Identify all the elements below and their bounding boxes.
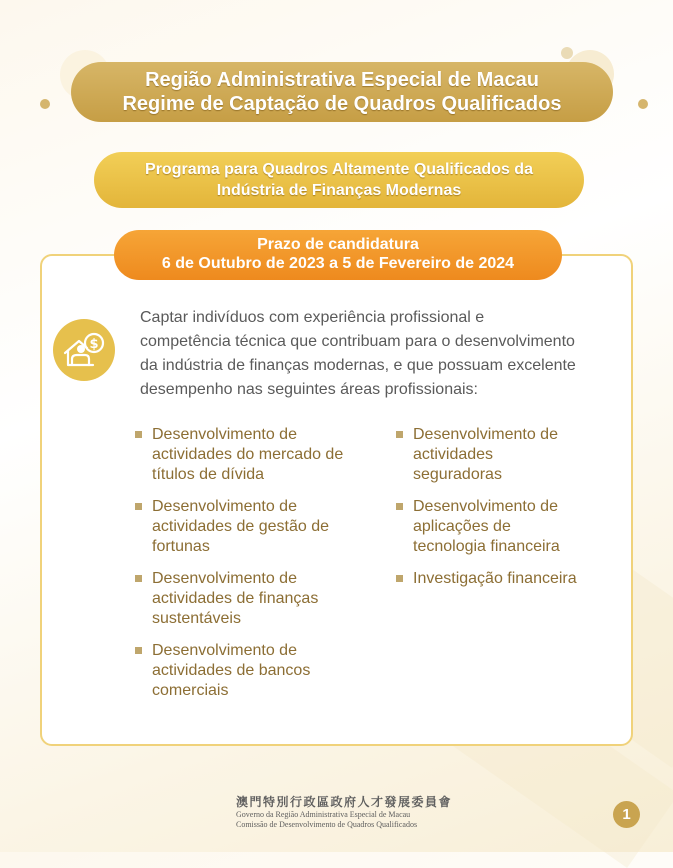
list-item-line: seguradoras xyxy=(413,466,502,483)
list-item xyxy=(396,425,616,485)
title-line-2: Regime de Captação de Quadros Qualificados xyxy=(122,93,562,115)
list-item-line: sustentáveis xyxy=(152,610,241,627)
footer-name-zh: 澳門特別行政區政府人才發展委員會 xyxy=(236,795,453,809)
page-title xyxy=(71,62,613,122)
bullet-square-icon xyxy=(135,503,142,510)
list-item-line: actividades de bancos xyxy=(152,662,311,679)
list-item xyxy=(135,641,375,701)
list-item-line: actividades xyxy=(413,446,494,463)
bullet-square-icon xyxy=(135,647,142,654)
list-item-line: Desenvolvimento de xyxy=(152,426,297,443)
intro-line: competência técnica que contribuam para o desenvolvimento xyxy=(140,333,575,350)
list-item-line: actividades de gestão de xyxy=(152,518,330,535)
footer-logo-text xyxy=(236,794,496,830)
bullet-square-icon xyxy=(396,431,403,438)
program-line-1: Programa para Quadros Altamente Qualificados da xyxy=(145,161,533,178)
deadline-dates: 6 de Outubro de 2023 a 5 de Fevereiro de 2024 xyxy=(161,255,515,272)
areas-list-right xyxy=(396,425,616,601)
intro-paragraph xyxy=(140,306,620,402)
decorative-dot xyxy=(638,99,648,109)
decorative-dot xyxy=(561,47,573,59)
list-item-line: Desenvolvimento de xyxy=(413,498,558,515)
svg-text:$: $ xyxy=(89,337,99,352)
bullet-square-icon xyxy=(135,575,142,582)
list-item xyxy=(396,497,616,557)
list-item-line: actividades de finanças xyxy=(152,590,319,607)
list-item-line: Desenvolvimento de xyxy=(152,498,297,515)
title-line-1: Região Administrativa Especial de Macau xyxy=(145,69,539,91)
list-item xyxy=(135,497,375,557)
bullet-square-icon xyxy=(135,431,142,438)
list-item xyxy=(135,425,375,485)
list-item-line: Investigação financeira xyxy=(413,570,577,587)
bullet-square-icon xyxy=(396,575,403,582)
areas-list-left xyxy=(135,425,375,713)
list-item xyxy=(135,569,375,629)
bullet-square-icon xyxy=(396,503,403,510)
decorative-dot xyxy=(40,99,50,109)
intro-line: Captar indivíduos com experiência profissional e xyxy=(140,309,485,326)
list-item xyxy=(396,569,616,589)
deadline-label: Prazo de candidatura xyxy=(257,236,419,253)
intro-line: desempenho nas seguintes áreas profissionais: xyxy=(140,381,478,398)
footer-line-pt-2: Comissão de Desenvolvimento de Quadros Qualificados xyxy=(236,820,418,829)
intro-line: da indústria de finanças modernas, e que possuam excelente xyxy=(140,357,576,374)
list-item-line: Desenvolvimento de xyxy=(152,642,297,659)
program-line-2: Indústria de Finanças Modernas xyxy=(216,182,462,199)
page-number: 1 xyxy=(613,801,640,828)
finance-person-house-dollar-icon xyxy=(53,319,115,381)
list-item-line: Desenvolvimento de xyxy=(152,570,297,587)
list-item-line: fortunas xyxy=(152,538,210,555)
list-item-line: tecnologia financeira xyxy=(413,538,560,555)
program-title xyxy=(94,152,584,208)
list-item-line: comerciais xyxy=(152,682,229,699)
list-item-line: títulos de dívida xyxy=(152,466,265,483)
list-item-line: actividades do mercado de xyxy=(152,446,344,463)
footer-line-pt-1: Governo da Região Administrativa Especial de Macau xyxy=(236,810,411,819)
list-item-line: aplicações de xyxy=(413,518,511,535)
list-item-line: Desenvolvimento de xyxy=(413,426,558,443)
deadline-badge xyxy=(114,230,562,280)
